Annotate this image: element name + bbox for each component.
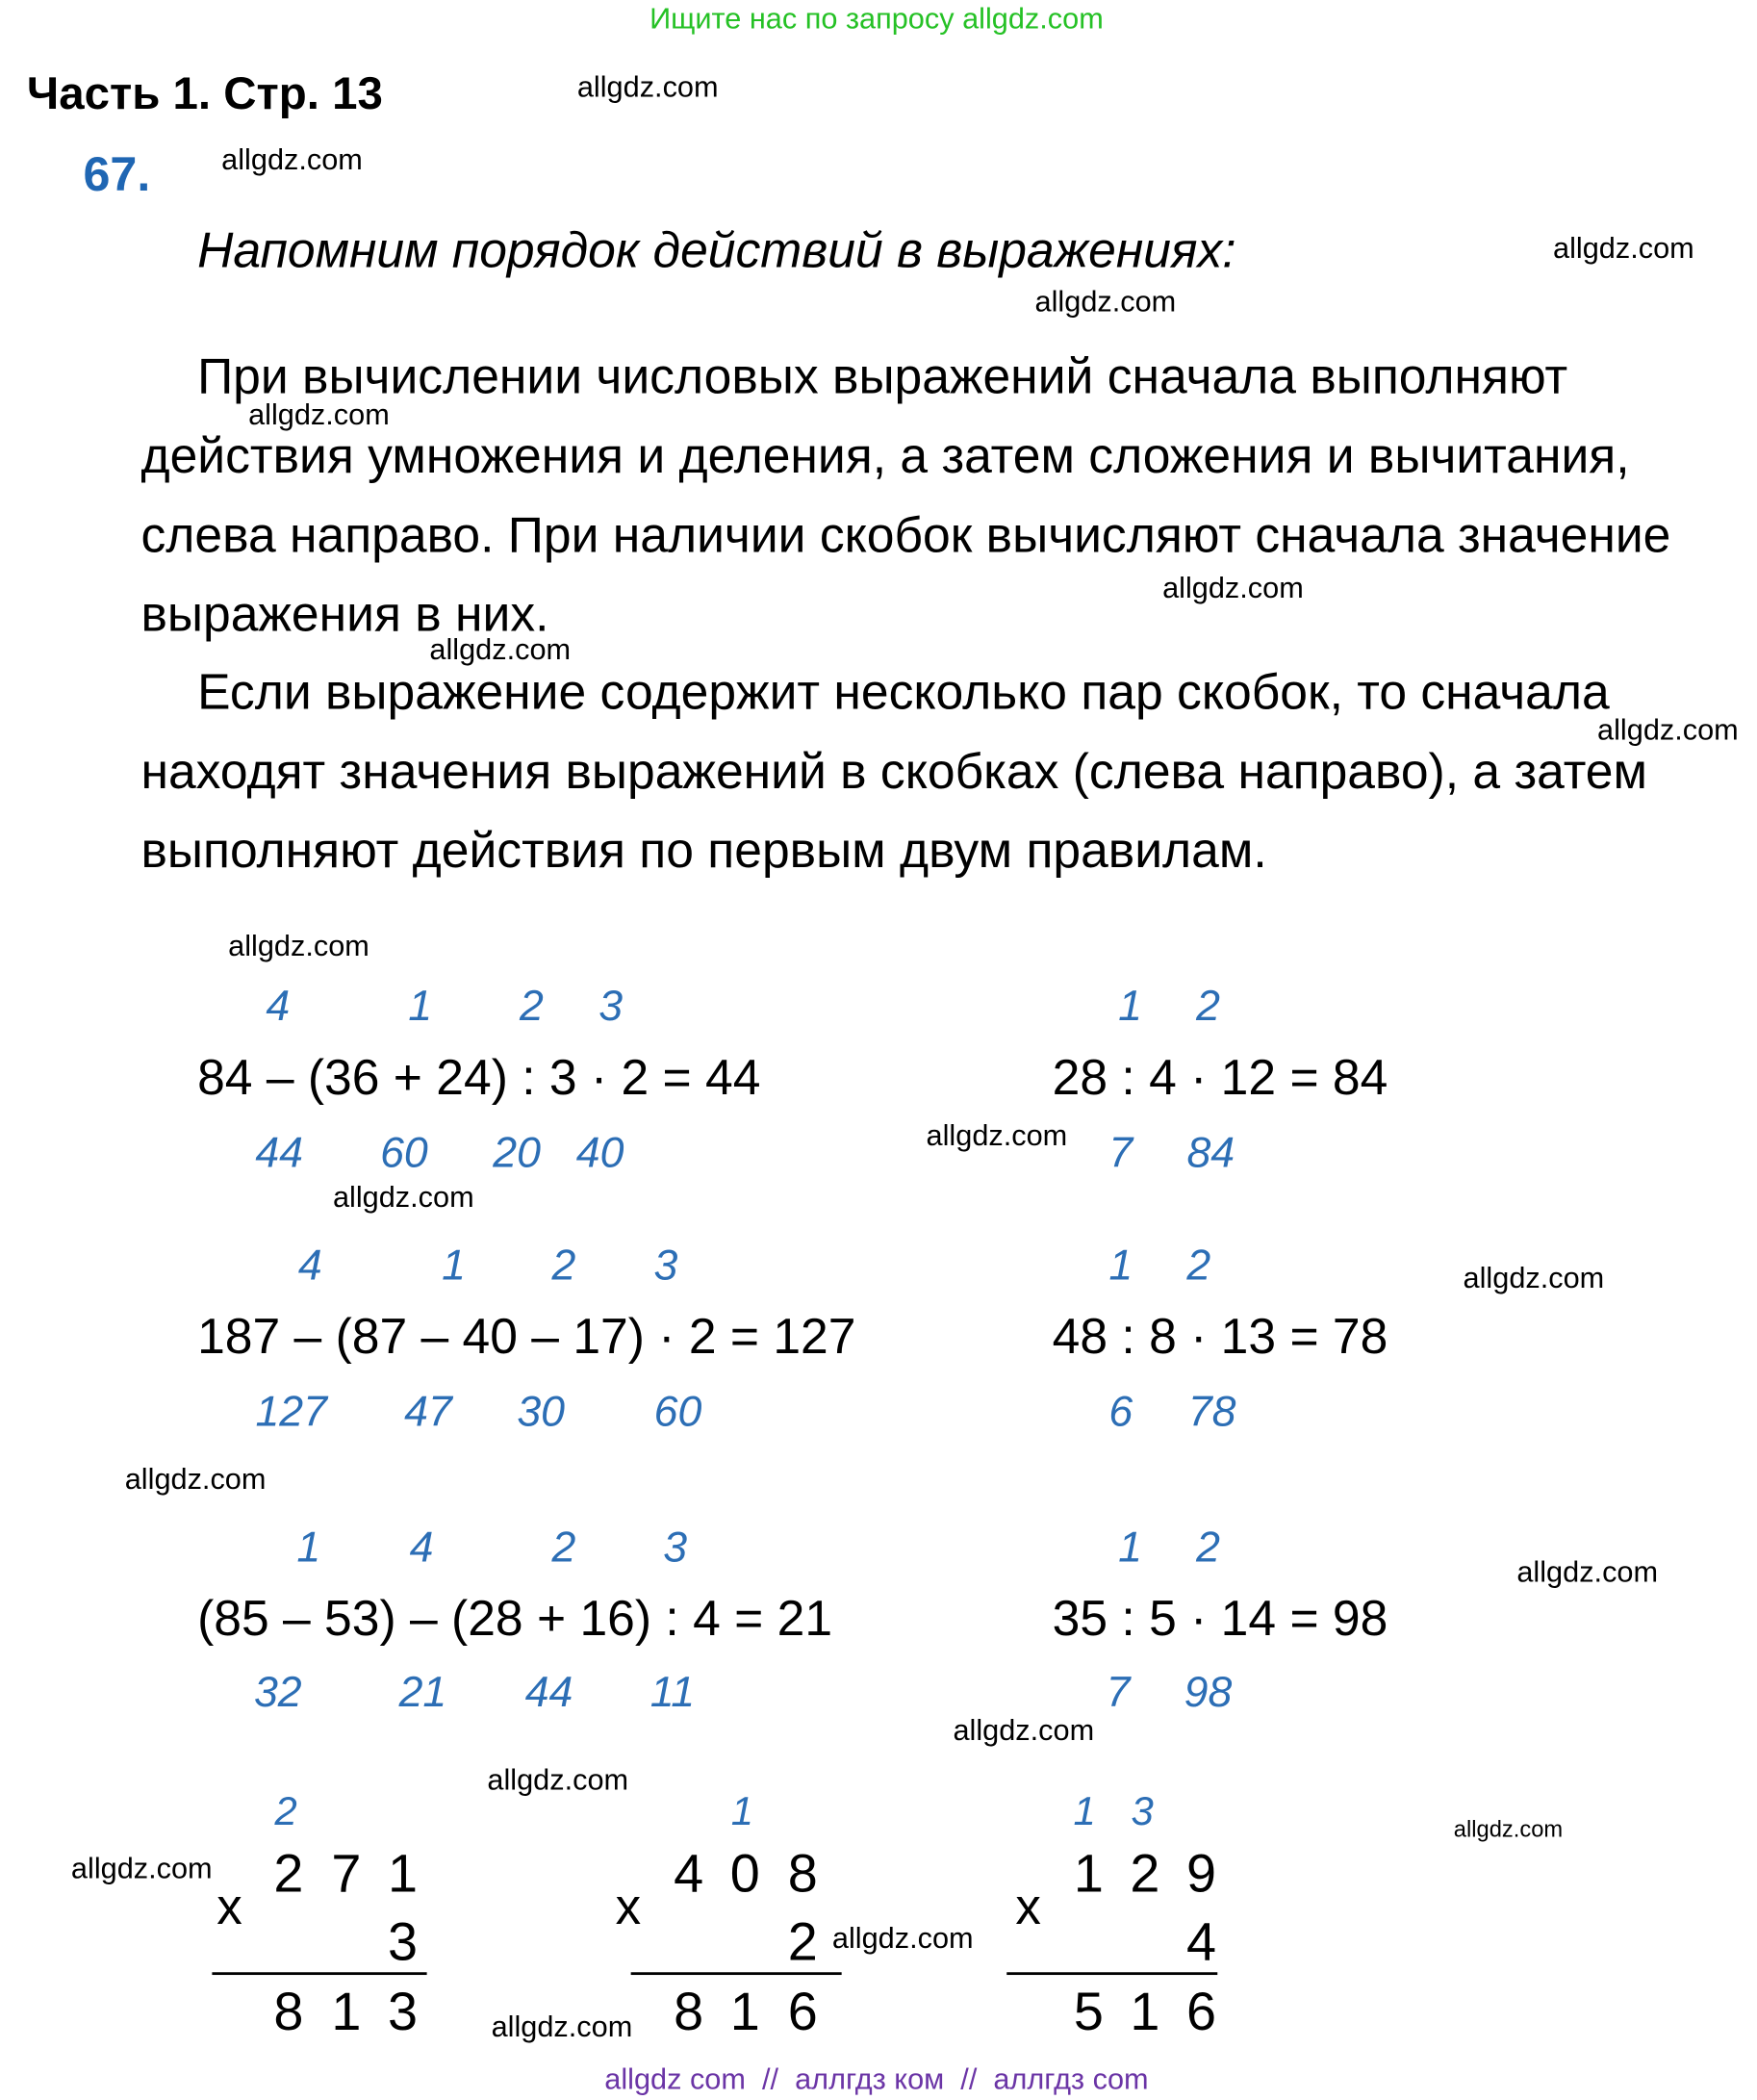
- product-digit: 6: [787, 1983, 818, 2042]
- multiplicand-digit: 0: [729, 1844, 760, 1905]
- result-rule: [1006, 1972, 1217, 1975]
- intermediate-result: 78: [1187, 1387, 1236, 1436]
- expression: 187 – (87 – 40 – 17) · 2 = 127: [197, 1309, 856, 1365]
- intermediate-result: 7: [1106, 1667, 1131, 1716]
- multiplicand-digit: 1: [1073, 1844, 1104, 1905]
- intermediate-result: 6: [1108, 1387, 1133, 1436]
- result-rule: [212, 1972, 426, 1975]
- watermark: allgdz.com: [221, 141, 363, 176]
- product-digit: 1: [729, 1983, 760, 2042]
- intermediate-result: 32: [253, 1667, 302, 1716]
- order-number: 1: [442, 1240, 466, 1290]
- times-sign: x: [216, 1880, 242, 1936]
- watermark: allgdz.com: [487, 1762, 629, 1797]
- order-number: 2: [1186, 1240, 1211, 1290]
- times-sign: x: [1015, 1880, 1041, 1936]
- intermediate-result: 60: [380, 1127, 428, 1177]
- watermark: allgdz.com: [1034, 284, 1177, 319]
- intermediate-result: 44: [524, 1667, 573, 1716]
- result-rule: [631, 1972, 842, 1975]
- watermark: allgdz.com: [1516, 1554, 1659, 1589]
- multiplicand-digit: 4: [674, 1844, 704, 1905]
- paragraph-line: действия умножения и деления, а затем сложения и вычитания,: [140, 428, 1630, 484]
- intermediate-result: 11: [649, 1667, 696, 1716]
- expression: 28 : 4 · 12 = 84: [1052, 1049, 1388, 1106]
- task-number: 67.: [83, 146, 151, 202]
- watermark: allgdz.com: [332, 1180, 474, 1215]
- rule-heading: Напомним порядок действий в выражениях:: [197, 222, 1236, 278]
- multiplier-digit: 3: [387, 1912, 419, 1973]
- intermediate-result: 60: [653, 1387, 702, 1436]
- multiplicand-digit: 2: [273, 1844, 304, 1905]
- product-digit: 8: [273, 1983, 304, 2042]
- order-number: 1: [408, 981, 433, 1030]
- footer-credit: allgdz com // аллгдз ком // аллгдз com: [604, 2062, 1149, 2096]
- paragraph-line: При вычислении числовых выражений сначала выполняют: [197, 348, 1568, 404]
- carry-digit: 1: [730, 1789, 754, 1834]
- expression: 35 : 5 · 14 = 98: [1052, 1591, 1388, 1647]
- multiplicand-digit: 1: [387, 1844, 419, 1905]
- intermediate-result: 40: [575, 1127, 624, 1177]
- watermark: allgdz.com: [70, 1851, 213, 1885]
- watermark: allgdz.com: [1453, 1816, 1564, 1842]
- search-banner: Ищите нас по запросу allgdz.com: [649, 1, 1104, 36]
- watermark: allgdz.com: [1162, 570, 1304, 604]
- order-number: 1: [1118, 981, 1143, 1030]
- order-number: 3: [653, 1240, 678, 1290]
- watermark: allgdz.com: [228, 929, 369, 963]
- watermark: allgdz.com: [429, 632, 572, 666]
- product-digit: 8: [674, 1983, 704, 2042]
- intermediate-result: 84: [1186, 1127, 1235, 1177]
- multiplier-digit: 2: [787, 1912, 818, 1973]
- multiplicand-digit: 9: [1186, 1844, 1217, 1905]
- intermediate-result: 21: [398, 1667, 447, 1716]
- order-number: 1: [1108, 1240, 1133, 1290]
- product-digit: 5: [1073, 1983, 1104, 2042]
- order-number: 1: [1118, 1522, 1143, 1572]
- multiplier-digit: 4: [1186, 1912, 1217, 1973]
- expression: 84 – (36 + 24) : 3 · 2 = 44: [197, 1049, 761, 1106]
- order-number: 2: [1196, 981, 1220, 1030]
- order-number: 2: [520, 981, 544, 1030]
- order-number: 4: [409, 1522, 434, 1572]
- product-digit: 1: [331, 1983, 362, 2042]
- product-digit: 1: [1130, 1983, 1160, 2042]
- intermediate-result: 30: [517, 1387, 566, 1436]
- paragraph-line: находят значения выражений в скобках (слева направо), а затем: [140, 743, 1647, 800]
- carry-digit: 3: [1131, 1789, 1154, 1834]
- watermark: allgdz.com: [831, 1921, 974, 1956]
- expression: (85 – 53) – (28 + 16) : 4 = 21: [197, 1591, 833, 1647]
- order-number: 4: [297, 1240, 322, 1290]
- product-digit: 3: [387, 1983, 419, 2042]
- order-number: 2: [551, 1240, 576, 1290]
- watermark: allgdz.com: [1463, 1260, 1605, 1294]
- page-title: Часть 1. Стр. 13: [26, 68, 383, 120]
- carry-digit: 1: [1073, 1789, 1096, 1834]
- intermediate-result: 44: [255, 1127, 303, 1177]
- multiplicand-digit: 7: [331, 1844, 362, 1905]
- order-number: 3: [663, 1522, 688, 1572]
- carry-digit: 2: [274, 1789, 297, 1834]
- intermediate-result: 47: [404, 1387, 452, 1436]
- watermark: allgdz.com: [491, 2010, 633, 2044]
- multiplicand-digit: 2: [1130, 1844, 1160, 1905]
- watermark: allgdz.com: [1553, 230, 1694, 265]
- paragraph-line: Если выражение содержит несколько пар скобок, то сначала: [197, 664, 1610, 720]
- order-number: 3: [598, 981, 624, 1030]
- paragraph-line: слева направо. При наличии скобок вычисляют сначала значение: [140, 507, 1671, 563]
- intermediate-result: 98: [1184, 1667, 1233, 1716]
- watermark: allgdz.com: [1597, 712, 1739, 747]
- order-number: 2: [1196, 1522, 1220, 1572]
- watermark: allgdz.com: [926, 1118, 1068, 1152]
- paragraph-line: выполняют действия по первым двум правилам.: [140, 823, 1267, 879]
- watermark: allgdz.com: [248, 397, 390, 431]
- watermark: allgdz.com: [953, 1713, 1095, 1747]
- intermediate-result: 20: [493, 1127, 541, 1177]
- expression: 48 : 8 · 13 = 78: [1052, 1309, 1388, 1365]
- intermediate-result: 7: [1108, 1127, 1133, 1177]
- watermark: allgdz.com: [124, 1462, 267, 1497]
- watermark: allgdz.com: [576, 69, 719, 104]
- intermediate-result: 127: [255, 1387, 327, 1436]
- order-number: 2: [551, 1522, 576, 1572]
- paragraph-line: выражения в них.: [140, 586, 549, 642]
- multiplicand-digit: 8: [787, 1844, 818, 1905]
- product-digit: 6: [1186, 1983, 1217, 2042]
- times-sign: x: [615, 1880, 642, 1936]
- order-number: 1: [296, 1522, 321, 1572]
- order-number: 4: [266, 981, 291, 1030]
